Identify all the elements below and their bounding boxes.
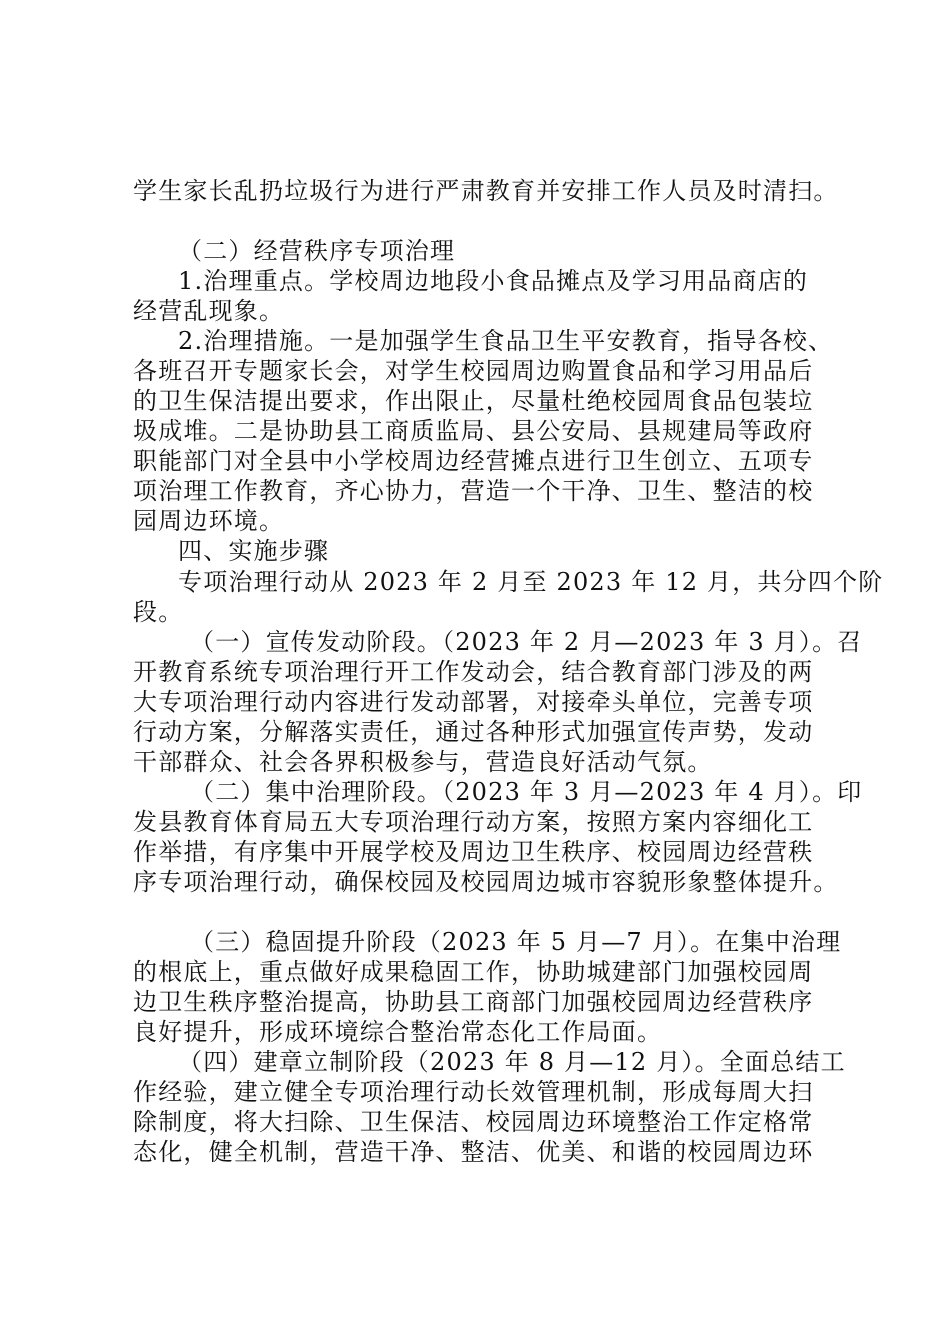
text-line: （三）稳固提升阶段（2023 年 5 月—7 月）。在集中治理 xyxy=(190,928,842,956)
text-line: 边卫生秩序整治提高，协助县工商部门加强校园周边经营秩序 xyxy=(133,988,814,1016)
text-line: 的卫生保洁提出要求，作出限止，尽量杜绝校园周食品包装垃 xyxy=(133,387,814,415)
text-line: 除制度，将大扫除、卫生保洁、校园周边环境整治工作定格常 xyxy=(133,1108,814,1136)
text-line: 作举措，有序集中开展学校及周边卫生秩序、校园周边经营秩 xyxy=(133,838,814,866)
section-heading: （二）经营秩序专项治理 xyxy=(178,237,456,265)
text-line: 发县教育体育局五大专项治理行动方案，按照方案内容细化工 xyxy=(133,808,814,836)
text-line: 开教育系统专项治理行开工作发动会，结合教育部门涉及的两 xyxy=(133,658,814,686)
text-line: （二）集中治理阶段。（2023 年 3 月—2023 年 4 月）。印 xyxy=(190,778,863,806)
text-line: 专项治理行动从 2023 年 2 月至 2023 年 12 月，共分四个阶 xyxy=(178,568,884,596)
text-line: 园周边环境。 xyxy=(133,507,285,535)
text-line: 的根底上，重点做好成果稳固工作，协助城建部门加强校园周 xyxy=(133,958,814,986)
section-heading: 四、实施步骤 xyxy=(178,537,330,565)
text-line: 作经验，建立健全专项治理行动长效管理机制，形成每周大扫 xyxy=(133,1078,814,1106)
text-line: 经营乱现象。 xyxy=(133,297,285,325)
text-line: （四）建章立制阶段（2023 年 8 月—12 月）。全面总结工 xyxy=(178,1048,846,1076)
text-line: 序专项治理行动，确保校园及校园周边城市容貌形象整体提升。 xyxy=(133,868,839,896)
text-line: 干部群众、社会各界积极参与，营造良好活动气氛。 xyxy=(133,748,713,776)
text-line: 学生家长乱扔垃圾行为进行严肃教育并安排工作人员及时清扫。 xyxy=(133,177,839,205)
text-line: 各班召开专题家长会，对学生校园周边购置食品和学习用品后 xyxy=(133,357,814,385)
text-line: 1.治理重点。学校周边地段小食品摊点及学习用品商店的 xyxy=(178,267,809,295)
text-line: 职能部门对全县中小学校周边经营摊点进行卫生创立、五项专 xyxy=(133,447,814,475)
text-line: 2.治理措施。一是加强学生食品卫生平安教育，指导各校、 xyxy=(178,327,834,355)
text-line: 项治理工作教育，齐心协力，营造一个干净、卫生、整洁的校 xyxy=(133,477,814,505)
text-line: 良好提升，形成环境综合整治常态化工作局面。 xyxy=(133,1018,663,1046)
text-line: 段。 xyxy=(133,598,184,626)
text-line: 态化，健全机制，营造干净、整洁、优美、和谐的校园周边环 xyxy=(133,1138,814,1166)
text-line: 圾成堆。二是协助县工商质监局、县公安局、县规建局等政府 xyxy=(133,417,814,445)
text-line: 行动方案，分解落实责任，通过各种形式加强宣传声势，发动 xyxy=(133,718,814,746)
text-line: （一）宣传发动阶段。（2023 年 2 月—2023 年 3 月）。召 xyxy=(190,628,863,656)
text-line: 大专项治理行动内容进行发动部署，对接牵头单位，完善专项 xyxy=(133,688,814,716)
